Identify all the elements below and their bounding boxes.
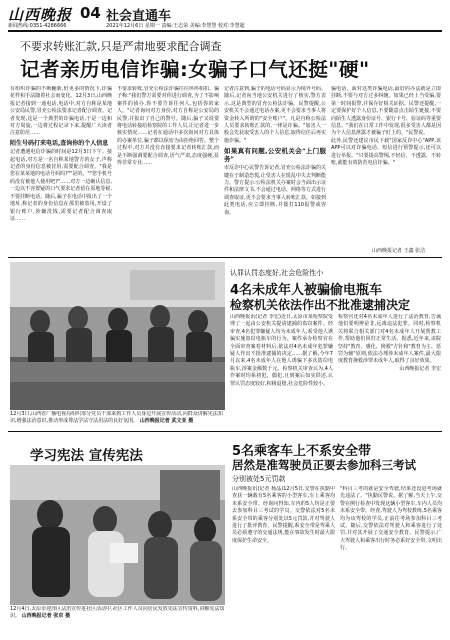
story3-subheadline: 居然是准驾驶员正要去参加科三考试 <box>232 458 416 472</box>
story2-column-2 <box>338 314 441 430</box>
page-number: 04 <box>80 4 101 22</box>
story3-column-2: "科目三考的就是安全驾驶,结果还没进考场就先违法了。"执勤民警说。据了解,当天上午,交警在例行检查中发现这辆小型客车,车内人员均未系安全带。经查,驾驶人为驾校教练,5名乘客均为该驾校的学员,正前往考场参加科目三考试。随后,交警依法对驾驶人和乘客进行了处罚,并对其开展了交通安全教育。民警提示,广大驾驶人和乘客出行时务必系好安全带,文明出行。 <box>340 486 442 552</box>
lead-column-1 <box>10 86 112 248</box>
story2-byline: 山西晚报记者 李宏 <box>399 365 441 372</box>
lead-headline: 记者亲历电信诈骗:女骗子口气还挺"硬" <box>20 58 370 81</box>
lead-col4-text-a: 骗电话。面对这类诈骗电话,最好的办法就是立即挂断,不要与对方过多纠缠。如果已经上当受骗,要第一时间报警,并保存好相关证据。民警还提醒,一定要保护好个人信息,不要随意点击陌生链接,不要向陌生人透露身份证号、银行卡号、验证码等重要信息。"我们在日常工作中发现,很多受害人都是因为个人信息泄露才被骗子盯上的。"民警说。 <box>331 86 441 137</box>
photo-constitution-outreach <box>10 465 225 605</box>
photo2-caption-text: 12月4日,太原市迎泽区法治宣传进社区活动中,社区工作人员向居民发放宪法宣传资料,讲解宪法知识。 <box>10 606 225 619</box>
photo1-caption <box>10 411 225 425</box>
dateline: 2021年12月6日 星期一 责编:王志荣 美编:李慧慧 校对:李慧超 <box>106 23 245 29</box>
photo1-caption-text: 12月3日,山西省广播电视局组织部分党员干部来到工作人员身边开展宣传活动,向群众讲解宪法知识,增强法治意识,推动形成尊法学法守法用法的良好氛围。 <box>10 411 223 424</box>
lead-col1-text-b: 记者遭遇电信诈骗的时间是12月3日下午。接起电话,对方是一名自称某地警方的女子,声称记者的身份信息被冒用,需要配合调查。"我是您在某某地的电话号码吗?""是的。""您手机号码没有被他人使用吧?"……对方一边确认信息,一边以不容置疑的口气要求记者留在原地等候,不要挂断电话。随后,骗子在电话中报出了一个地址,称记者的身份信息在那里被盗用,开设了银行账户,涉嫌洗钱,需要记者配合调查取证…… <box>10 149 112 222</box>
photo-staff-meeting <box>10 262 225 410</box>
photo-staff-meeting-image <box>10 262 225 410</box>
lead-col3-text-a: 记者注意到,骗子的电话号码显示为境外号码。随后,记者向当地公安机关进行了核实,警方表示,这是典型的冒充公检法诈骗。民警提醒,公安机关不会通过电话办案,更不会要求当事人将资金转入所谓的"安全账户"。凡是自称公检法人员要求转账汇款的,一律是诈骗。"加害人一般会先获取受害人的个人信息,取得信任后再实施诈骗。" <box>224 86 326 144</box>
news-hotline: 新闻热线:0351-4286666 <box>8 23 67 29</box>
photo-constitution-outreach-image <box>10 465 225 605</box>
photo2-caption <box>10 606 225 626</box>
lead-col1-text-a: 有组织诈骗的不断翻新,但更多的情况下,诈骗花样和手法随着社会而变化。12月3日,山西晚报记者接到一通电话,电话中,对方自称是某地公安局民警,冒充公检法要求记者配合调查。记者发现,这是一个典型的诈骗电话,于是一边和对方周旋,一边将过程记录下来,提醒广大读者注意防范…… <box>10 86 112 137</box>
masthead <box>8 4 444 30</box>
photo1-credit: 山西晚报记者 武文亚 摄 <box>139 418 194 424</box>
story3-headline: 5名乘客车上不系安全带 <box>232 444 372 459</box>
masthead-rule <box>8 30 442 32</box>
section-title: 社会直通车 <box>106 9 172 24</box>
story3-column-1: 山西晚报讯(记者 杨晶)12月5日,交警在执勤中查获一辆载有5名乘客的小型客车,车上乘客均未系安全带。经询问得知,车内的5人均是正要去参加科目三考试的学员。交警依法对5名未系安全带的乘客分别处以5元罚款,并对驾驶人进行了批评教育。民警提醒,系安全带是驾乘人员必须遵守的交通法规,能在事故发生时最大限度保护生命安全。 <box>232 486 335 544</box>
story2-column-1: 山西晚报讯(记者 李宏)近日,太原市某检察院受理了一起由公安机关提请逮捕的盗窃案件。经审查,4名犯罪嫌疑人均为未成年人,系受他人诱骗实施盗窃电瓶车的行为。案件承办检察官在全面审查案卷材料后,依法对4名未成年犯罪嫌疑人作出不批准逮捕的决定……据了解,今年7月以来,4名未成年人在他人诱骗下多次盗窃电瓶车,涉案金额数千元。检察机关审查认为,4人作案时均系初犯、偶犯,且到案后如实供述,认罪认罚态度较好,积极退赔,社会危险性较小。 <box>230 314 333 387</box>
lead-column-2: 不要求转账,冒充公检法诈骗往往环环相扣。骗子称:"我们警方需要对你进行调查,为了不影响案件的侦办,你不要告诉任何人,包括你的家人。"记者询问对方身份,对方自称是公安局的民警,并报出了自己的警号。随后,骗子又说要将电话转接给检察院的工作人员,让记者进一步核实情况……记者在通话中多次询问对方具体的办案单位,骗子都以保密为由拒绝回答。整个过程中,对方并没有直接要求记者转账汇款,而是不断强调要配合调查,语气严肃,态度强硬,显得非常专业…… <box>117 86 219 167</box>
lead-col4-text-b: 此外,民警还建议市民下载"国家反诈中心"APP,该APP可以对诈骗电话、短信进行预警提示,还可以进行举报。"只要提高警惕,不轻信、不透露、不转账,就能有效防范电信诈骗。" <box>331 137 441 167</box>
newspaper-logo: 山西晚报 <box>8 6 73 24</box>
lead-column-4 <box>331 86 441 246</box>
lead-column-3 <box>224 86 326 248</box>
lead-subhead-2: 如果真有问题,公安机关会"上门服务" <box>224 147 326 164</box>
photo2-credit: 山西晚报记者 张京 摄 <box>21 613 71 619</box>
story2-headline: 4名未成年人被骗偷电瓶车 <box>230 283 383 298</box>
story2-subheadline: 检察机关依法作出不批准逮捕决定 <box>230 298 411 312</box>
lead-kicker: 不要求转账汇款,只是严肃地要求配合调查 <box>20 40 222 53</box>
story2-col2-text: 检察官还对4名未成年人进行了法治教育,告诫他们要明辨是非,远离违法犯罪。同时,检察机关将联合相关部门对4名未成年人开展帮教工作,帮助他们回归正常生活。据悉,近年来,该院坚持"教育、感化、挽救"方针和"教育为主、惩罚为辅"原则,依法办理涉未成年人案件,最大限度教育挽救涉罪未成年人,取得了良好效果。 <box>338 314 441 365</box>
lead-byline: 山西晚报记者 王鑫 张洁 <box>372 248 426 254</box>
story2-kicker: 认罪认罚态度好,社会危险性小 <box>230 269 324 277</box>
lead-bottom-rule <box>8 257 442 258</box>
story3-deck: 分别被处5元罚款 <box>232 475 286 483</box>
mid-rule <box>8 431 442 432</box>
lead-subhead-1: 陌生号码打来电话,查询你的个人信息 <box>10 139 109 147</box>
lead-col3-text-b: 市反诈中心民警告诉记者,冒充公检法诈骗的关键在于制造恐慌,让受害人在慌乱中失去判断能力。警方提示:公检法机关办案时会当面出示证件和法律文书,不会通过电话、网络等方式进行调查取证,更不会要求当事人转账汇款。如接到此类电话,应立即挂断,并拨打110报警或咨询。 <box>224 165 326 216</box>
photo2-title: 学习宪法 宣传宪法 <box>30 448 143 464</box>
